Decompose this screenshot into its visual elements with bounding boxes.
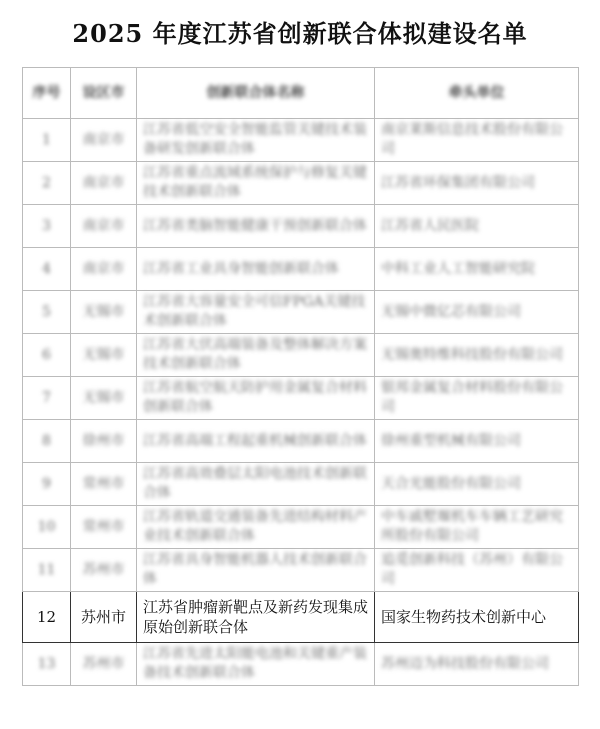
cell-consortium-name: 江苏省工业具身智能创新联合体 xyxy=(137,248,375,291)
cell-consortium-name: 江苏省高效叠层太阳电池技术创新联合体 xyxy=(137,463,375,506)
cell-lead-unit: 中车戚墅堰机车车辆工艺研究所股份有限公司 xyxy=(375,506,579,549)
table-row xyxy=(23,248,579,291)
header-city: 设区市 xyxy=(71,68,137,119)
table-row xyxy=(23,643,579,686)
cell-consortium-name: 江苏省大伏高端装备及整体解决方案技术创新联合体 xyxy=(137,334,375,377)
cell-lead-unit: 苏州迈为科技股份有限公司 xyxy=(375,643,579,686)
cell-consortium-name: 江苏省航空航天防护用金属复合材料创新联合体 xyxy=(137,377,375,420)
cell-serial-number: 10 xyxy=(23,506,71,549)
table-row xyxy=(23,205,579,248)
cell-lead-unit: 江苏省环保集团有限公司 xyxy=(375,162,579,205)
cell-lead-unit: 银邦金属复合材料股份有限公司 xyxy=(375,377,579,420)
table-row xyxy=(23,549,579,592)
cell-city: 常州市 xyxy=(71,463,137,506)
table-header-row xyxy=(23,68,579,119)
cell-consortium-name: 江苏省低空安全智能监管关键技术装备研发创新联合体 xyxy=(137,119,375,162)
cell-city: 南京市 xyxy=(71,119,137,162)
table-body xyxy=(23,119,579,686)
cell-serial-number: 3 xyxy=(23,205,71,248)
cell-serial-number: 9 xyxy=(23,463,71,506)
cell-city: 南京市 xyxy=(71,205,137,248)
cell-serial-number: 8 xyxy=(23,420,71,463)
table-row xyxy=(23,420,579,463)
cell-city: 苏州市 xyxy=(71,549,137,592)
cell-serial-number: 12 xyxy=(23,592,71,643)
cell-lead-unit: 南京莱斯信息技术股份有限公司 xyxy=(375,119,579,162)
table-row xyxy=(23,119,579,162)
roster-table xyxy=(22,67,579,686)
cell-lead-unit: 追觅创新科技（苏州）有限公司 xyxy=(375,549,579,592)
cell-lead-unit: 天合光能股份有限公司 xyxy=(375,463,579,506)
table-row xyxy=(23,463,579,506)
table-row xyxy=(23,506,579,549)
cell-lead-unit: 中科工业人工智能研究院 xyxy=(375,248,579,291)
cell-consortium-name: 江苏省重点流域系统保护与修复关键技术创新联合体 xyxy=(137,162,375,205)
cell-city: 南京市 xyxy=(71,162,137,205)
cell-city: 无锡市 xyxy=(71,291,137,334)
header-consortium-name: 创新联合体名称 xyxy=(137,68,375,119)
cell-city: 无锡市 xyxy=(71,334,137,377)
cell-city: 徐州市 xyxy=(71,420,137,463)
cell-serial-number: 5 xyxy=(23,291,71,334)
cell-consortium-name: 江苏省大容量安全可信FPGA关键技术创新联合体 xyxy=(137,291,375,334)
cell-lead-unit: 国家生物药技术创新中心 xyxy=(375,592,579,643)
table-row xyxy=(23,377,579,420)
cell-consortium-name: 江苏省类脑智能健康干预创新联合体 xyxy=(137,205,375,248)
cell-lead-unit: 江苏省人民医院 xyxy=(375,205,579,248)
cell-consortium-name: 江苏省轨道交通装备先进结构材料产业技术创新联合体 xyxy=(137,506,375,549)
page-title: 2025 年度江苏省创新联合体拟建设名单 xyxy=(72,19,528,48)
cell-serial-number: 6 xyxy=(23,334,71,377)
cell-city: 苏州市 xyxy=(71,643,137,686)
cell-serial-number: 4 xyxy=(23,248,71,291)
cell-serial-number: 1 xyxy=(23,119,71,162)
cell-lead-unit: 无锡中微亿芯有限公司 xyxy=(375,291,579,334)
cell-consortium-name: 江苏省高端工程起重机械创新联合体 xyxy=(137,420,375,463)
table-row xyxy=(23,162,579,205)
table-row-highlighted xyxy=(23,592,579,643)
cell-lead-unit: 徐州重型机械有限公司 xyxy=(375,420,579,463)
cell-consortium-name: 江苏省具身智能机器人技术创新联合体 xyxy=(137,549,375,592)
cell-serial-number: 7 xyxy=(23,377,71,420)
header-serial-number: 序号 xyxy=(23,68,71,119)
cell-serial-number: 2 xyxy=(23,162,71,205)
cell-city: 苏州市 xyxy=(71,592,137,643)
table-row xyxy=(23,334,579,377)
cell-consortium-name: 江苏省肿瘤新靶点及新药发现集成原始创新联合体 xyxy=(137,592,375,643)
cell-consortium-name: 江苏省先进太阳能电池和关键重产装备技术创新联合体 xyxy=(137,643,375,686)
cell-city: 无锡市 xyxy=(71,377,137,420)
cell-serial-number: 13 xyxy=(23,643,71,686)
cell-lead-unit: 无锡奥特维科技股份有限公司 xyxy=(375,334,579,377)
table-row xyxy=(23,291,579,334)
cell-city: 常州市 xyxy=(71,506,137,549)
cell-serial-number: 11 xyxy=(23,549,71,592)
header-lead-unit: 牵头单位 xyxy=(375,68,579,119)
cell-city: 南京市 xyxy=(71,248,137,291)
